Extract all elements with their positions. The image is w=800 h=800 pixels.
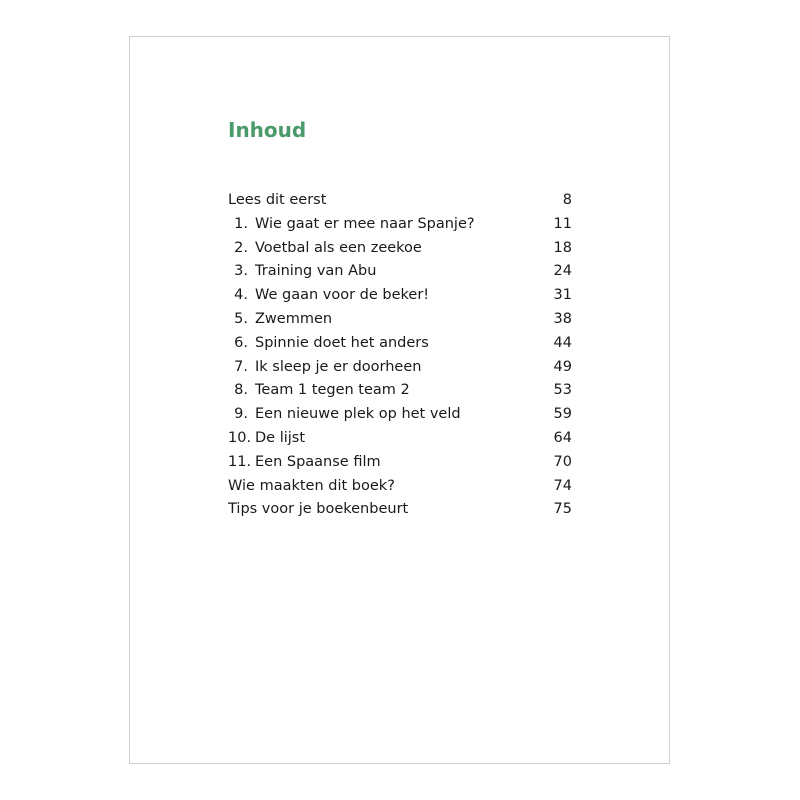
toc-entry-title: Een nieuwe plek op het veld	[255, 406, 461, 423]
book-page	[129, 36, 670, 764]
toc-chapter-number: 7.	[234, 358, 248, 375]
toc-chapter-number: 11.	[228, 453, 252, 470]
toc-chapter-number: 9.	[234, 406, 248, 423]
toc-entry	[228, 359, 572, 383]
toc-entry	[228, 216, 572, 240]
toc-chapter-number: 4.	[234, 287, 248, 304]
toc-entry	[228, 478, 572, 502]
toc-page-number: 64	[553, 429, 572, 446]
toc-entry	[228, 311, 572, 335]
toc-entry-title: Wie gaat er mee naar Spanje?	[255, 215, 475, 232]
toc-page-number: 53	[553, 382, 572, 399]
toc-chapter-number: 2.	[234, 239, 248, 256]
toc-entry-title: Spinnie doet het anders	[255, 334, 429, 351]
toc-page-number: 18	[553, 239, 572, 256]
toc-page-number: 31	[553, 287, 572, 304]
toc-page-number: 8	[562, 192, 572, 208]
toc-entry	[228, 335, 572, 359]
toc-page-number: 44	[553, 334, 572, 351]
toc-entry-title: Lees dit eerst	[228, 192, 327, 208]
page-title: Inhoud	[228, 118, 307, 142]
toc-entry-title: De lijst	[255, 429, 306, 446]
toc-chapter-number: 6.	[234, 334, 248, 351]
toc-entry	[228, 263, 572, 287]
toc-chapter-number: 10.	[228, 429, 252, 446]
toc-entry	[228, 192, 572, 216]
toc-entry	[228, 454, 572, 478]
toc-page-number: 59	[553, 406, 572, 423]
toc-page-number: 49	[553, 358, 572, 375]
toc-entry-title: Een Spaanse film	[255, 453, 381, 470]
table-of-contents	[228, 192, 572, 525]
toc-entry-title: Training van Abu	[255, 263, 377, 280]
toc-entry	[228, 501, 572, 525]
toc-chapter-number: 8.	[234, 382, 248, 399]
toc-chapter-number: 5.	[234, 310, 248, 327]
toc-page-number: 38	[553, 310, 572, 327]
toc-entry-title: Tips voor je boekenbeurt	[228, 501, 409, 518]
toc-entry-title: We gaan voor de beker!	[255, 287, 430, 304]
toc-page-number: 74	[553, 477, 572, 494]
toc-entry	[228, 382, 572, 406]
toc-entry-title: Ik sleep je er doorheen	[255, 358, 422, 375]
toc-entry-title: Wie maakten dit boek?	[228, 477, 395, 494]
toc-page-number: 70	[553, 453, 572, 470]
toc-entry	[228, 240, 572, 264]
toc-entry	[228, 406, 572, 430]
toc-entry-title: Zwemmen	[255, 310, 333, 327]
toc-entry	[228, 287, 572, 311]
toc-chapter-number: 1.	[234, 215, 248, 232]
toc-entry-title: Voetbal als een zeekoe	[255, 239, 422, 256]
toc-entry	[228, 430, 572, 454]
toc-entry-title: Team 1 tegen team 2	[255, 382, 410, 399]
toc-page-number: 24	[553, 263, 572, 280]
toc-page-number: 75	[553, 501, 572, 518]
toc-chapter-number: 3.	[234, 263, 248, 280]
toc-page-number: 11	[553, 215, 572, 232]
